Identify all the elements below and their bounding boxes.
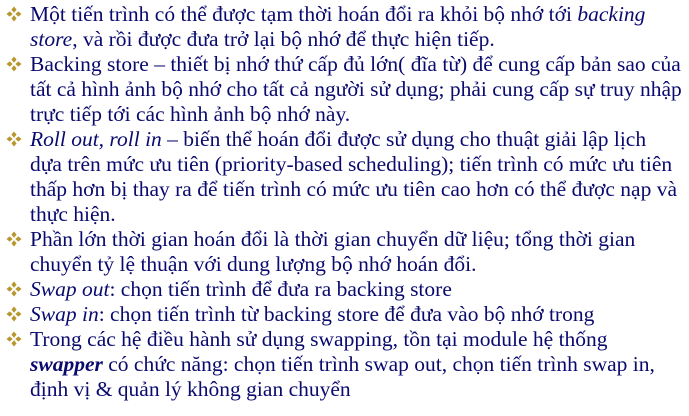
bullet-item-swap-out [6, 277, 683, 302]
four-diamond-bullet-icon [6, 281, 22, 297]
bullet-text: – biến thể hoán đổi được sử dụng cho thuật giải lập lịch dựa trên mức ưu tiên (priority-based scheduling); tiến trình có mức ưu tiên thấp hơn bị thay ra để tiến trình có mức ưu tiên cao hơn có thể được nạp và thực hiện. [30, 127, 677, 226]
bullet-text: Một tiến trình có thể được tạm thời hoán đổi ra khỏi bộ nhớ tới [30, 2, 578, 26]
term-swap-in: Swap in [30, 302, 99, 326]
bullet-text: : chọn tiến trình để đưa ra backing store [109, 277, 452, 301]
bullet-item-swapper-module [6, 327, 683, 402]
bullet-item-backing-store [6, 52, 683, 127]
bullet-text: , và rồi được đưa trở lại bộ nhớ để thực hiện tiếp. [72, 27, 495, 51]
bullet-text: Phần lớn thời gian hoán đổi là thời gian chuyển dữ liệu; tổng thời gian chuyển tỷ lệ thuận với dung lượng bộ nhớ hoán đổi. [30, 227, 636, 276]
four-diamond-bullet-icon [6, 131, 22, 147]
bullet-item-swap-time [6, 227, 683, 277]
four-diamond-bullet-icon [6, 56, 22, 72]
bullet-item-swapping-definition [6, 2, 683, 52]
bullet-text: có chức năng: chọn tiến trình swap out, chọn tiến trình swap in, định vị & quản lý không gian chuyển [30, 352, 655, 401]
four-diamond-bullet-icon [6, 231, 22, 247]
term-roll-out-roll-in: Roll out, roll in [30, 127, 162, 151]
bullet-text: : chọn tiến trình từ backing store để đưa vào bộ nhớ trong [98, 302, 595, 326]
bullet-list [6, 2, 683, 402]
bullet-item-roll-out-roll-in [6, 127, 683, 227]
term-backing-store: backing store [30, 2, 646, 51]
bullet-item-swap-in [6, 302, 683, 327]
term-swap-out: Swap out [30, 277, 110, 301]
bullet-text: Trong các hệ điều hành sử dụng swapping, tồn tại module hệ thống [30, 327, 608, 351]
four-diamond-bullet-icon [6, 331, 22, 347]
bullet-text: Backing store – thiết bị nhớ thứ cấp đủ lớn( đĩa từ) để cung cấp bản sao của tất cả hình ảnh bộ nhớ cho tất cả người sử dụng; phải cung cấp sự truy nhập trực tiếp tới các hình ảnh bộ nhớ này. [30, 52, 682, 126]
term-swapper: swapper [30, 352, 103, 376]
four-diamond-bullet-icon [6, 6, 22, 22]
four-diamond-bullet-icon [6, 306, 22, 322]
